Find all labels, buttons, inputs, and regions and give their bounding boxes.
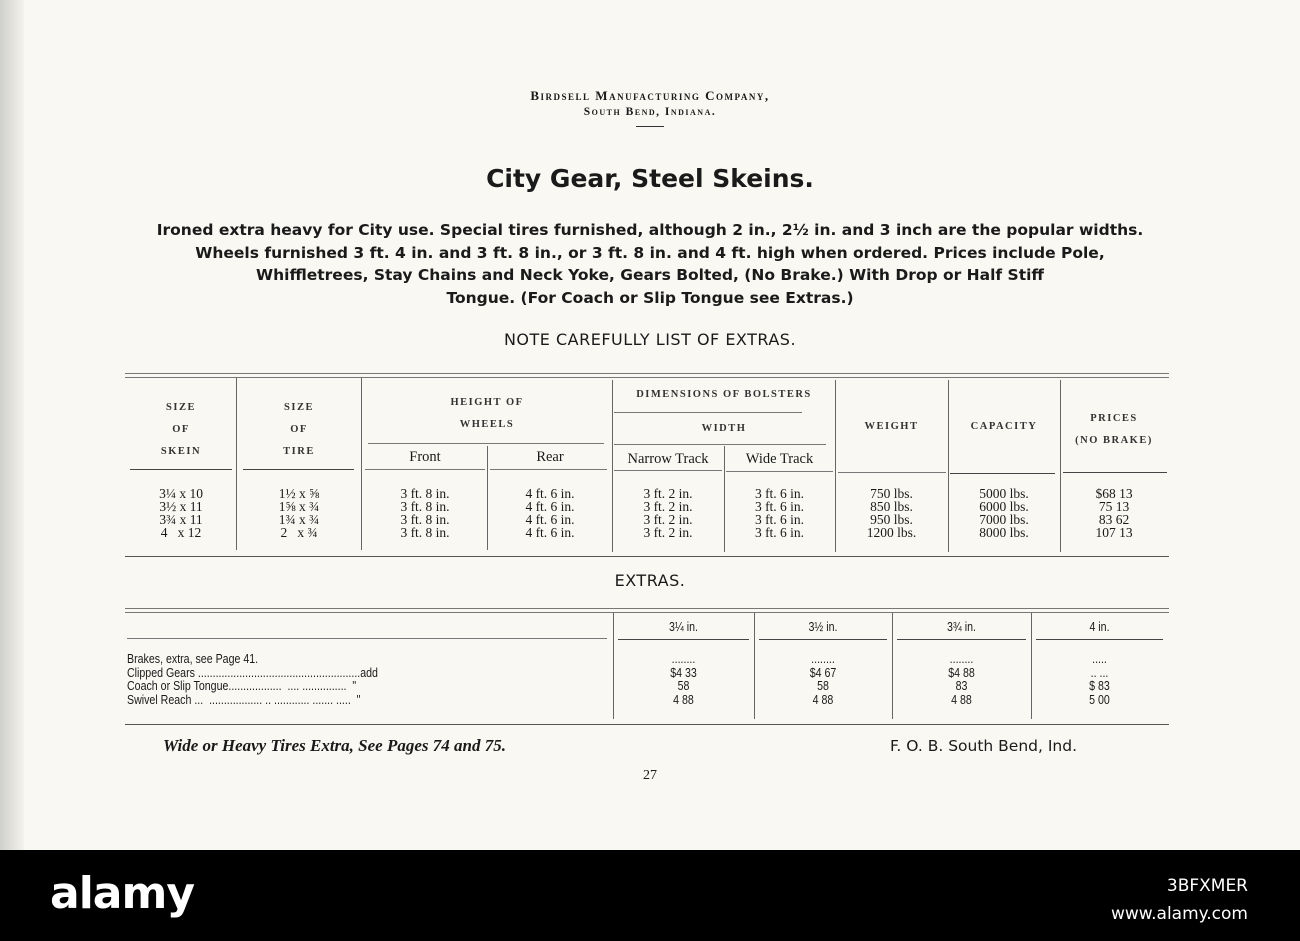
header-underline xyxy=(490,469,607,470)
header-text: OF xyxy=(172,424,190,435)
extras-item-value: 83 xyxy=(955,679,968,693)
cell-weight: 750 lbs. xyxy=(870,486,913,501)
extras-heading: EXTRAS. xyxy=(614,571,686,590)
cell-narrow-track: 3 ft. 2 in. xyxy=(643,486,693,501)
table-top-rule xyxy=(125,377,1169,378)
footer-fob: F. O. B. South Bend, Ind. xyxy=(890,737,1078,755)
cell-price: 75 13 xyxy=(1098,499,1130,514)
page-spine xyxy=(0,0,24,850)
column-divider xyxy=(236,378,237,550)
header-text: SIZE xyxy=(284,402,314,413)
header-rear: Rear xyxy=(536,449,564,465)
header-weight: WEIGHT xyxy=(864,421,919,432)
cell-rear-wheel: 4 ft. 6 in. xyxy=(525,486,575,501)
extras-header-underline xyxy=(618,639,749,640)
cell-capacity: 6000 lbs. xyxy=(979,499,1029,514)
watermark-info xyxy=(1111,872,1248,928)
footer-tires-note: Wide or Heavy Tires Extra, See Pages 74 and 75. xyxy=(163,736,506,755)
extras-item-label: Coach or Slip Tongue.................. .... ............... " xyxy=(127,679,357,693)
header-tire xyxy=(240,397,358,463)
extras-column-header: 3¼ in. xyxy=(669,620,698,634)
cell-front-wheel: 3 ft. 8 in. xyxy=(400,525,450,540)
extras-item-value: 5 00 xyxy=(1089,692,1110,707)
cell-wide-track: 3 ft. 6 in. xyxy=(754,512,805,527)
extras-item-label: Swivel Reach ... .................. .. ............ ....... ..... " xyxy=(127,692,361,707)
cell-tire-size: 1½ x ⅝ xyxy=(278,486,320,501)
cell-skein-size: 3¾ x 11 xyxy=(159,512,203,527)
header-underline xyxy=(368,443,604,444)
cell-front-wheel: 3 ft. 8 in. xyxy=(400,499,450,514)
extras-item-value: .. ... xyxy=(1090,665,1109,680)
description-line: Tongue. (For Coach or Slip Tongue see Extras.) xyxy=(446,288,854,307)
header-text: WHEELS xyxy=(459,419,515,430)
cell-weight: 950 lbs. xyxy=(870,512,913,527)
header-divider xyxy=(636,126,664,127)
header-underline xyxy=(726,471,833,472)
extras-item-value: 58 xyxy=(817,679,829,693)
extras-column-header: 4 in. xyxy=(1089,620,1110,634)
extras-header-underline xyxy=(759,639,887,640)
header-narrow-track: Narrow Track xyxy=(627,451,709,467)
table-bottom-rule xyxy=(125,556,1169,557)
extras-item-value: $4 88 xyxy=(948,665,975,680)
cell-skein-size: 3½ x 11 xyxy=(159,499,203,514)
cell-rear-wheel: 4 ft. 6 in. xyxy=(525,525,575,540)
cell-price: 83 62 xyxy=(1098,512,1130,527)
header-underline xyxy=(130,469,232,470)
extras-top-rule xyxy=(125,608,1169,609)
header-underline xyxy=(365,469,485,470)
extras-bottom-rule xyxy=(125,724,1169,725)
header-underline xyxy=(950,473,1055,474)
header-text: PRICES xyxy=(1090,413,1138,424)
cell-wide-track: 3 ft. 6 in. xyxy=(754,486,805,501)
extras-item-value: ..... xyxy=(1092,652,1107,666)
extras-item-value: ........ xyxy=(811,652,835,666)
cell-narrow-track: 3 ft. 2 in. xyxy=(643,499,693,514)
header-bolsters: DIMENSIONS OF BOLSTERS xyxy=(636,389,812,400)
extras-item-value: $ 83 xyxy=(1089,679,1110,693)
header-text: OF xyxy=(290,424,308,435)
header-text: (NO BRAKE) xyxy=(1075,435,1153,446)
description-line: Whiffletrees, Stay Chains and Neck Yoke, Gears Bolted, (No Brake.) With Drop or Half Stiff xyxy=(256,266,1044,284)
extras-item-value: 58 xyxy=(677,679,690,693)
watermark-url: www.alamy.com xyxy=(1110,904,1248,924)
header-capacity: CAPACITY xyxy=(970,421,1038,432)
cell-wide-track: 3 ft. 6 in. xyxy=(754,499,805,514)
cell-capacity: 7000 lbs. xyxy=(979,512,1029,527)
cell-price: 107 13 xyxy=(1095,525,1133,540)
extras-header-underline xyxy=(897,639,1026,640)
header-underline xyxy=(614,444,826,445)
cell-front-wheel: 3 ft. 8 in. xyxy=(400,486,450,501)
cell-rear-wheel: 4 ft. 6 in. xyxy=(525,499,575,514)
header-underline xyxy=(1063,472,1167,473)
header-text: TIRE xyxy=(283,446,315,457)
extras-header-underline xyxy=(127,638,607,639)
cell-capacity: 8000 lbs. xyxy=(979,525,1029,540)
cell-price: $68 13 xyxy=(1095,486,1133,501)
description-line: Ironed extra heavy for City use. Special tires furnished, although 2 in., 2½ in. and 3 inch are the popular widths. xyxy=(156,221,1144,239)
page-title: City Gear, Steel Skeins. xyxy=(486,164,814,193)
extras-column-header: 3¾ in. xyxy=(947,620,976,634)
header-underline xyxy=(243,469,354,470)
extras-item-value: 4 88 xyxy=(812,692,834,707)
header-text: SKEIN xyxy=(160,446,202,457)
header-wide-track: Wide Track xyxy=(745,451,814,467)
extras-item-label: Clipped Gears .......................................................add xyxy=(127,665,378,680)
cell-wide-track: 3 ft. 6 in. xyxy=(754,525,805,540)
page-number: 27 xyxy=(643,768,657,783)
column-divider xyxy=(892,613,893,719)
header-skein xyxy=(128,397,234,463)
cell-weight: 1200 lbs. xyxy=(866,525,917,540)
cell-skein-size: 4 x 12 xyxy=(160,525,202,540)
description-line: Wheels furnished 3 ft. 4 in. and 3 ft. 8 in., or 3 ft. 8 in. and 4 ft. high when ordered. Prices include Pole, xyxy=(195,243,1105,262)
header-text: SIZE xyxy=(166,402,196,413)
company-name: Birdsell Manufacturing Company, xyxy=(530,88,770,103)
header-underline xyxy=(614,470,722,471)
header-prices xyxy=(1060,408,1168,452)
watermark-logo: alamy xyxy=(50,868,194,919)
extras-item-value: ........ xyxy=(949,652,974,666)
watermark-image-id: 3BFXMER xyxy=(1166,876,1248,896)
note-heading: NOTE CAREFULLY LIST OF EXTRAS. xyxy=(503,330,797,349)
extras-item-value: ........ xyxy=(671,652,696,666)
extras-top-rule xyxy=(125,612,1169,613)
cell-weight: 850 lbs. xyxy=(870,499,913,514)
cell-front-wheel: 3 ft. 8 in. xyxy=(400,512,450,527)
cell-tire-size: 1⅝ x ¾ xyxy=(278,499,320,514)
header-underline xyxy=(614,412,802,413)
extras-item-value: 4 88 xyxy=(951,692,972,707)
header-underline xyxy=(838,472,946,473)
cell-narrow-track: 3 ft. 2 in. xyxy=(643,525,693,540)
cell-capacity: 5000 lbs. xyxy=(979,486,1029,501)
column-divider xyxy=(754,613,755,719)
extras-item-label: Brakes, extra, see Page 41. xyxy=(127,652,259,666)
extras-header-underline xyxy=(1036,639,1163,640)
cell-skein-size: 3¼ x 10 xyxy=(159,486,203,501)
cell-tire-size: 1¾ x ¾ xyxy=(278,512,320,527)
cell-narrow-track: 3 ft. 2 in. xyxy=(643,512,693,527)
extras-column-header: 3½ in. xyxy=(808,620,838,634)
cell-tire-size: 2 x ¾ xyxy=(280,525,318,540)
company-location: South Bend, Indiana. xyxy=(583,106,717,118)
header-front: Front xyxy=(409,449,441,465)
column-divider xyxy=(1031,613,1032,719)
extras-item-value: $4 33 xyxy=(670,665,697,680)
header-width: WIDTH xyxy=(701,423,747,434)
header-wheels xyxy=(362,392,612,436)
extras-item-value: $4 67 xyxy=(809,665,837,680)
description xyxy=(120,219,1180,309)
column-divider xyxy=(613,613,614,719)
cell-rear-wheel: 4 ft. 6 in. xyxy=(525,512,575,527)
header-text: HEIGHT OF xyxy=(450,397,524,408)
table-top-rule xyxy=(125,373,1169,374)
extras-item-value: 4 88 xyxy=(673,692,694,707)
